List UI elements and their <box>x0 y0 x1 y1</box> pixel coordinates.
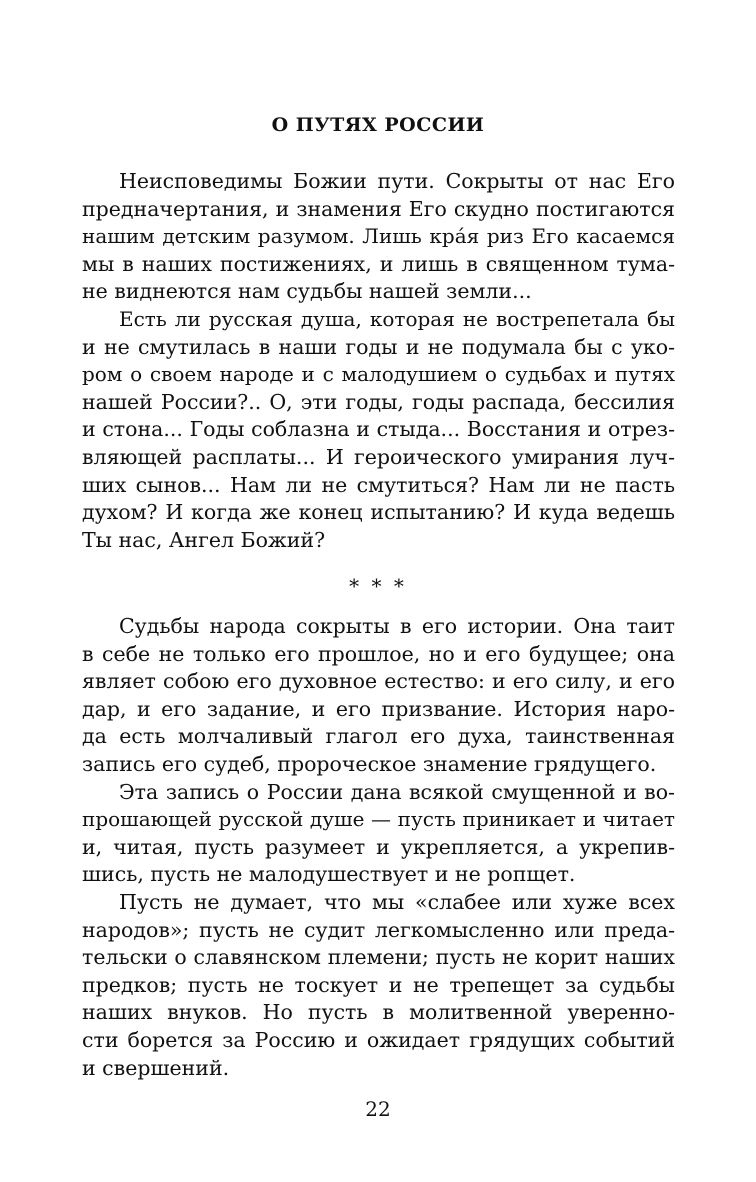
text-line: наших внуков. Но пусть в молитвенной уверенно- <box>82 1000 675 1025</box>
text-line: Эта запись о России дана всякой смущенной и во- <box>119 779 675 804</box>
text-line: и стона... Годы соблазна и стыда... Восстания и отрез- <box>82 417 675 442</box>
text-line: Судьбы народа сокрыты в его истории. Она таит <box>119 614 675 638</box>
text-line: запись его судеб, пророческое знамение грядущего. <box>82 751 657 776</box>
text-line: ром о своем народе и с малодушием о судьбах и путях <box>82 362 675 387</box>
text-section-1 <box>82 168 675 554</box>
text-line: и свершений. <box>82 1055 230 1080</box>
text-line: не виднеются нам судьбы нашей земли... <box>82 279 532 304</box>
text-line: Ты нас, Ангел Божий? <box>82 527 326 552</box>
text-line: Неисповедимы Божии пути. Сокрыты от нас Его <box>119 169 675 193</box>
text-line: прошающей русской душе — пусть приникает и читает <box>82 807 675 832</box>
text-line: Пусть не думает, что мы «слабее или хуже всех <box>119 889 675 914</box>
text-line: предков; пусть не тоскует и не трепещет за судьбы <box>82 972 675 997</box>
chapter-title: О ПУТЯХ РОССИИ <box>271 114 485 136</box>
text-line: предначертания, и знамения Его скудно постигаются <box>82 196 675 221</box>
section-divider: * * * <box>349 574 407 598</box>
text-line: мы в наших постижениях, и лишь в священном тума- <box>82 251 675 276</box>
text-line: Есть ли русская душа, которая не вострепетала бы <box>119 306 675 331</box>
text-line: в себе не только его прошлое, но и его будущее; она <box>82 641 675 666</box>
text-line: и, читая, пусть разумеет и укрепляется, а укрепив- <box>82 834 675 859</box>
text-line: нашей России?.. О, эти годы, годы распада, бессилия <box>82 389 675 414</box>
text-line: тельски о славянском племени; пусть не корит наших <box>82 945 675 970</box>
text-line: нашим детским разумом. Лишь кра́я риз Его касаемся <box>82 224 675 249</box>
text-line: сти борется за Россию и ожидает грядущих событий <box>82 1027 675 1052</box>
text-line: вляющей расплаты... И героического умирания луч- <box>82 444 675 469</box>
page-number: 22 <box>365 1097 391 1121</box>
text-line: и не смутилась в наши годы и не подумала бы с уко- <box>82 334 675 359</box>
text-line: духом? И когда же конец испытанию? И куда ведешь <box>82 500 675 525</box>
text-line: да есть молчаливый глагол его духа, таинственная <box>82 724 675 749</box>
text-line: ших сынов... Нам ли не смутиться? Нам ли не пасть <box>82 472 675 497</box>
text-line: шись, пусть не малодушествует и не ропщет. <box>82 862 576 887</box>
text-line: народов»; пусть не судит легкомысленно или преда- <box>82 917 675 942</box>
text-line: являет собою его духовное естество: и его силу, и его <box>82 669 675 694</box>
text-line: дар, и его задание, и его призвание. История наро- <box>82 696 675 721</box>
text-section-2 <box>82 613 675 1082</box>
